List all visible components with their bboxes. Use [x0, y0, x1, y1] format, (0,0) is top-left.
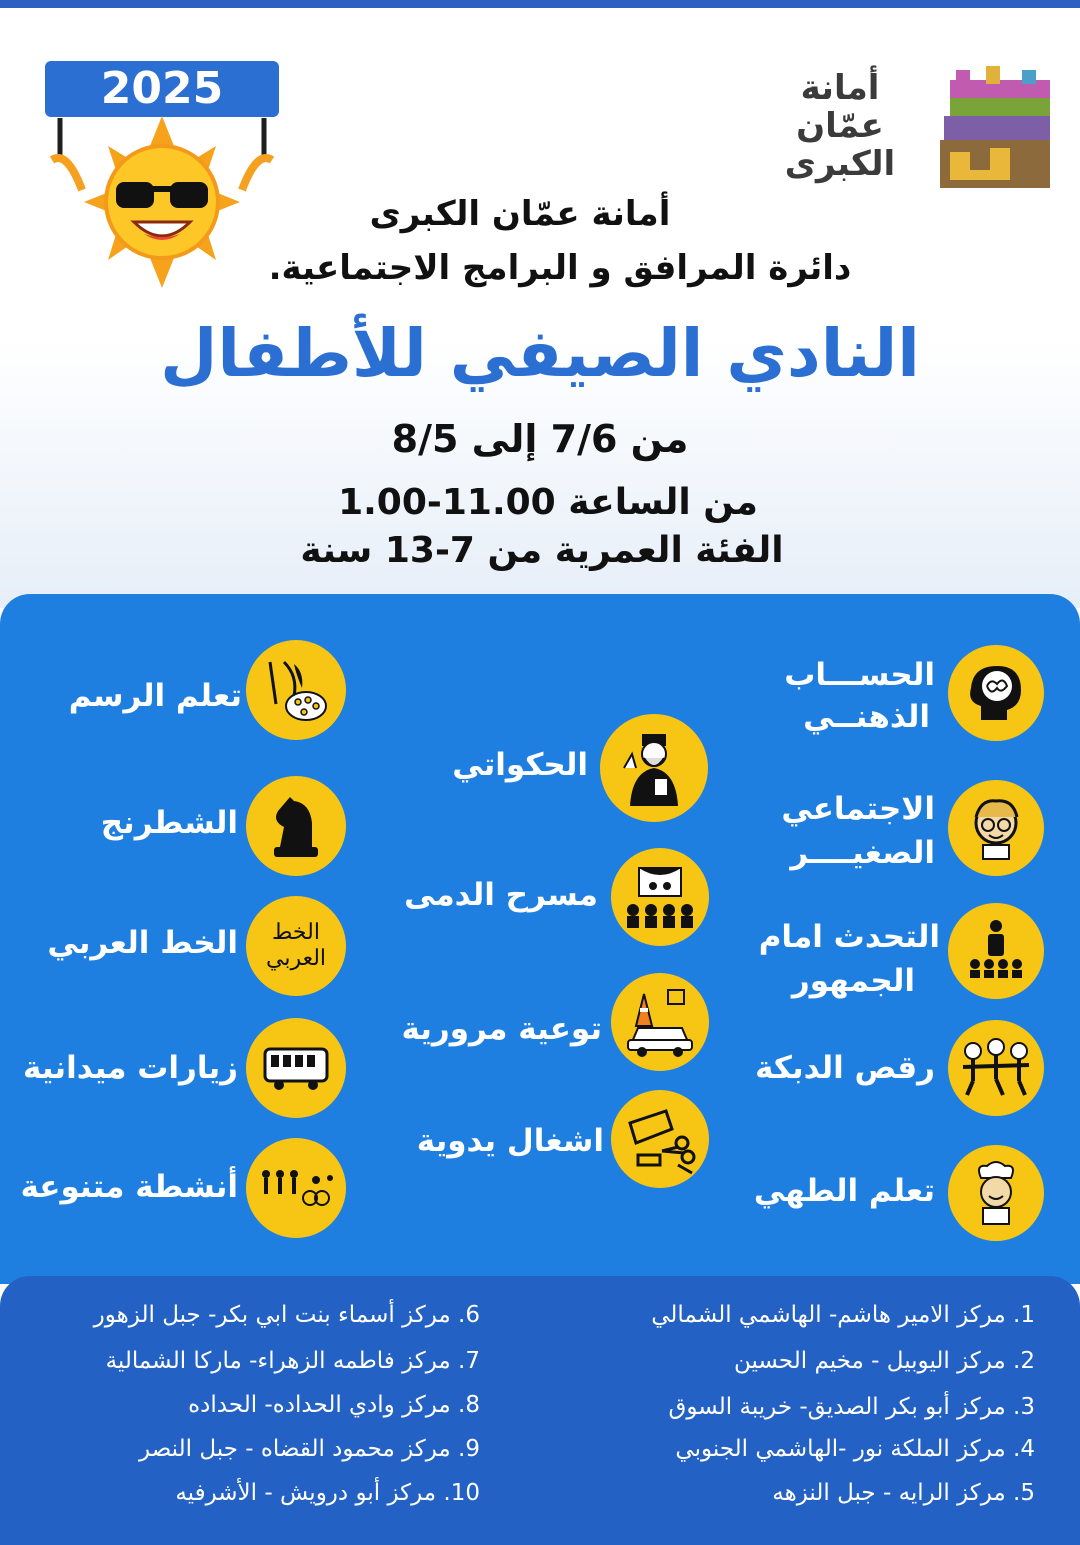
activity-field-trips: زيارات ميدانية — [22, 1050, 238, 1086]
location-item: 7. مركز فاطمه الزهراء- ماركا الشمالية — [105, 1348, 480, 1374]
activity-chess: الشطرنج — [100, 805, 238, 841]
craft-tools-icon — [611, 1090, 709, 1188]
location-item: 2. مركز اليوبيل - مخيم الحسين — [733, 1348, 1035, 1374]
chef-child-icon — [948, 1145, 1044, 1241]
location-item: 3. مركز أبو بكر الصديق- خريبة السوق — [668, 1394, 1035, 1420]
calligraphy-icon-text: الخط العربي — [265, 920, 327, 971]
palette-brush-icon — [246, 640, 346, 740]
activity-public-speaking-line1: التحدث امام — [758, 919, 940, 955]
activity-public-speaking-line2: الجمهور — [791, 963, 915, 999]
location-item: 1. مركز الامير هاشم- الهاشمي الشمالي — [651, 1302, 1035, 1328]
activity-arabic-calligraphy: الخط العربي — [47, 925, 238, 961]
city-wall-logo-icon — [930, 60, 1060, 190]
hours: من الساعة 11.00-1.00 — [338, 482, 758, 523]
location-item: 5. مركز الرايه - جبل النزهه — [772, 1480, 1035, 1506]
location-item: 6. مركز أسماء بنت ابي بكر- جبل الزهور — [93, 1302, 480, 1328]
activity-little-social-line2: الصغيــــر — [790, 835, 935, 871]
age-group: الفئة العمرية من 7-13 سنة — [300, 530, 784, 571]
activity-traffic-awareness: توعية مرورية — [401, 1011, 602, 1047]
arabic-calligraphy-icon — [246, 896, 346, 996]
date-range: من 7/6 إلى 8/5 — [391, 417, 689, 461]
location-item: 8. مركز وادي الحداده- الحداده — [188, 1392, 480, 1418]
activity-cooking: تعلم الطهي — [753, 1173, 935, 1209]
page-title: النادي الصيفي للأطفال — [160, 315, 920, 392]
logo-text-line2: عمّان — [796, 106, 884, 146]
activity-handcrafts: اشغال يدوية — [416, 1123, 604, 1159]
amman-municipality-logo — [784, 60, 1060, 195]
activity-puppet-theater: مسرح الدمى — [404, 877, 598, 913]
traffic-cone-car-icon — [611, 973, 709, 1071]
activity-storyteller: الحكواتي — [452, 747, 588, 783]
bus-icon — [246, 1018, 346, 1118]
location-item: 10. مركز أبو درويش - الأشرفيه — [175, 1480, 480, 1506]
dancing-children-icon — [948, 1020, 1044, 1116]
activity-various: أنشطة متنوعة — [20, 1169, 238, 1205]
top-bar — [0, 0, 1080, 8]
activity-mental-math-line2: الذهنــي — [803, 699, 930, 735]
activity-dabke: رقص الدبكة — [755, 1050, 935, 1086]
year-banner: 2025 — [45, 61, 279, 117]
puppet-theater-icon — [611, 848, 709, 946]
location-item: 4. مركز الملكة نور -الهاشمي الجنوبي — [675, 1436, 1035, 1462]
brain-head-icon — [948, 645, 1044, 741]
smiling-boy-icon — [948, 780, 1044, 876]
kids-activities-icon — [246, 1138, 346, 1238]
storyteller-icon — [600, 714, 708, 822]
activity-mental-math-line1: الحســـاب — [784, 657, 935, 693]
chess-knight-icon — [246, 776, 346, 876]
activity-drawing: تعلم الرسم — [68, 678, 242, 714]
org-name: أمانة عمّان الكبرى — [369, 194, 671, 234]
location-item: 9. مركز محمود القضاه - جبل النصر — [139, 1436, 480, 1462]
public-speaking-icon — [948, 903, 1044, 999]
department-name: دائرة المرافق و البرامج الاجتماعية. — [268, 248, 852, 288]
logo-text-line3: الكبرى — [784, 144, 896, 184]
activity-little-social-line1: الاجتماعي — [781, 791, 935, 827]
logo-text-line1: أمانة — [800, 68, 880, 108]
